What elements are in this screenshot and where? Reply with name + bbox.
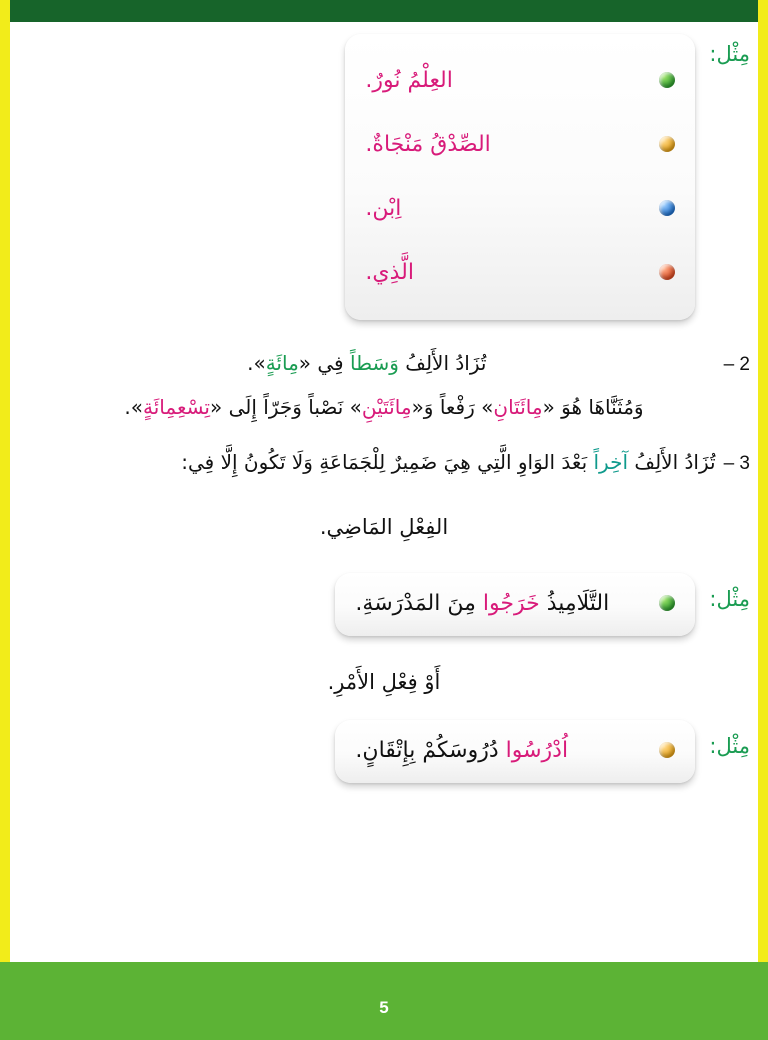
example-line <box>365 112 675 176</box>
rule-3 <box>18 445 750 480</box>
rule-2b-mid-1: » رَفْعاً وَ« <box>411 395 494 420</box>
example-label-1: مِثْل: <box>709 42 750 66</box>
bullet-blue-icon <box>659 200 675 216</box>
example-text-imperative <box>355 734 643 767</box>
rule-3-number-text: 3 <box>739 453 750 475</box>
rule-3-after: بَعْدَ الوَاوِ الَّتِي هِيَ ضَمِيرٌ لِلْجَمَاعَةِ وَلَا تَكُونُ إِلَّا فِي: <box>181 450 594 475</box>
rule-2-continuation <box>18 389 750 425</box>
rule-2b-highlight-1: مِائَتَانِ <box>493 395 543 420</box>
rule-3-number <box>724 445 750 480</box>
example-block-imperative <box>18 720 750 783</box>
rule-2 <box>18 346 750 381</box>
rule-2-number-text: 2 <box>739 354 750 375</box>
example-imperative-after: دُرُوسَكُمْ بِإِتْقَانٍ. <box>355 737 506 763</box>
rule-2b-mid-2: » نَصْباً وَجَرّاً إِلَى « <box>210 395 362 420</box>
subheading-past-verb: الفِعْلِ المَاضِي. <box>319 514 449 539</box>
subheading-imperative-verb: أَوْ فِعْلِ الأَمْرِ. <box>327 669 441 694</box>
example-box-past <box>335 573 695 636</box>
top-decoration-bar <box>0 0 768 22</box>
left-edge-strip <box>0 0 10 1040</box>
page-content <box>18 34 750 960</box>
bullet-green-icon <box>659 72 675 88</box>
rule-2-text-before: تُزَادُ الأَلِفُ <box>398 351 487 375</box>
example-past-after: مِنَ المَدْرَسَةِ. <box>355 590 483 616</box>
rule-3-dash: – <box>723 453 740 475</box>
rule-3-text <box>18 445 716 480</box>
example-box-imperative <box>335 720 695 783</box>
rule-2-dash: – <box>723 354 740 375</box>
example-block-past <box>18 573 750 636</box>
example-text-1: العِلْمُ نُورٌ. <box>365 67 453 93</box>
rule-2b-highlight-2: مِائَتَيْنِ <box>361 395 412 420</box>
rule-2-text-middle: فِي « <box>298 351 350 375</box>
top-decoration-bar-inner <box>10 0 758 22</box>
example-label-2: مِثْل: <box>709 586 750 611</box>
example-text-3: اِبْن. <box>365 195 402 221</box>
bullet-orange-icon <box>659 742 675 758</box>
bullet-red-icon <box>659 264 675 280</box>
example-imperative-highlight: اُدْرُسُوا <box>505 737 569 763</box>
rule-2b-after: ». <box>124 395 143 420</box>
example-line <box>365 176 675 240</box>
page-number: 5 <box>379 998 389 1017</box>
bullet-orange-icon <box>659 136 675 152</box>
example-past-before: التَّلَامِيذُ <box>539 590 610 616</box>
example-line <box>365 48 675 112</box>
rule-3-before: تُزَادُ الأَلِفُ <box>628 450 716 475</box>
example-text-2: الصِّدْقُ مَنْجَاةٌ. <box>365 131 491 157</box>
bullet-green-icon <box>659 595 675 611</box>
example-text-past <box>355 587 643 620</box>
example-text-4: الَّذِي. <box>365 259 414 285</box>
rule-2b-highlight-3: تِسْعِمِائَةٍ <box>143 395 211 420</box>
rule-2-text <box>18 346 716 381</box>
example-past-highlight: خَرَجُوا <box>482 590 540 616</box>
rule-2-highlight-2: مِائَةٍ <box>265 351 299 375</box>
example-label-3: مِثْل: <box>709 733 750 758</box>
example-block-top <box>18 34 750 320</box>
rule-2-highlight-1: وَسَطاً <box>349 351 399 375</box>
example-box-top <box>345 34 695 320</box>
rule-2b-before: وَمُثَنَّاهَا هُوَ « <box>542 395 644 420</box>
right-edge-strip <box>758 0 768 1040</box>
rule-2-number <box>724 346 750 381</box>
example-line <box>365 240 675 304</box>
rule-3-highlight: آخِراً <box>593 450 629 475</box>
rule-2-text-after: ». <box>247 351 266 375</box>
